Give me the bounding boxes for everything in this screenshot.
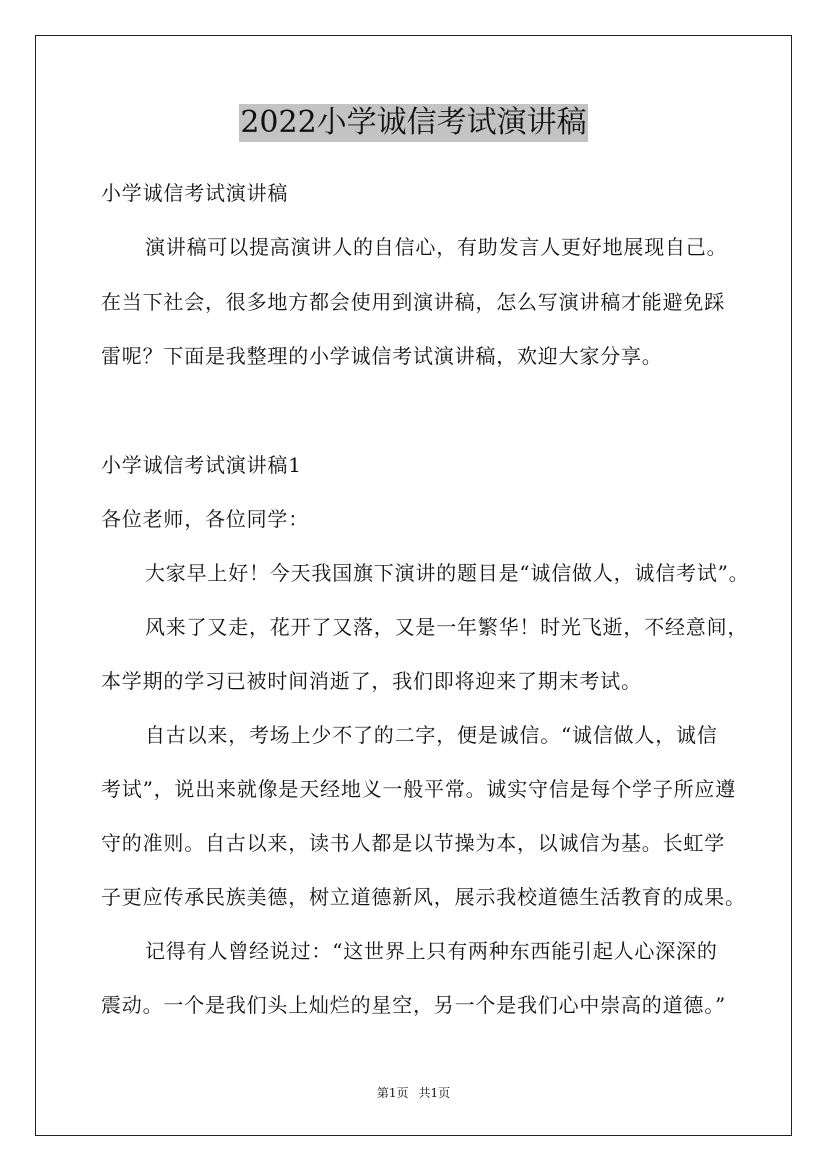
paragraph-line: 雷呢？下面是我整理的小学诚信考试演讲稿，欢迎大家分享。 — [101, 344, 663, 368]
paragraph-line: 自古以来，考场上少不了的二字，便是诚信。“诚信做人，诚信 — [145, 723, 718, 747]
paragraph-line: 演讲稿可以提高演讲人的自信心，有助发言人更好地展现自己。 — [145, 235, 728, 259]
paragraph-line: 守的准则。自古以来，读书人都是以节操为本，以诚信为基。长虹学 — [101, 831, 725, 855]
paragraph-line: 风来了又走，花开了又落，又是一年繁华！时光飞逝，不经意间， — [145, 615, 749, 639]
paragraph-line: 震动。一个是我们头上灿烂的星空，另一个是我们心中崇高的道德。” — [101, 993, 727, 1017]
paragraph-line: 大家早上好！今天我国旗下演讲的题目是“诚信做人，诚信考试”。 — [145, 561, 750, 585]
paragraph-line: 考试”，说出来就像是天经地义一般平常。诚实守信是每个学子所应遵 — [101, 777, 737, 801]
page-number: 第1页 — [376, 1086, 409, 1100]
paragraph-line: 子更应传承民族美德，树立道德新风，展示我校道德生活教育的成果。 — [101, 885, 746, 909]
paragraph-line: 记得有人曾经说过：“这世界上只有两种东西能引起人心深深的 — [145, 939, 718, 963]
page-total: 共1页 — [418, 1086, 451, 1100]
subtitle-line: 小学诚信考试演讲稿 — [101, 181, 289, 205]
paragraph-line: 本学期的学习已被时间消逝了，我们即将迎来了期末考试。 — [101, 669, 642, 693]
page-footer — [0, 1085, 827, 1101]
section-heading: 小学诚信考试演讲稿1 — [101, 453, 302, 477]
title-container — [0, 104, 827, 142]
document-title: 2022小学诚信考试演讲稿 — [240, 105, 587, 140]
paragraph-line: 在当下社会，很多地方都会使用到演讲稿，怎么写演讲稿才能避免踩 — [101, 290, 725, 314]
salutation-line: 各位老师，各位同学： — [101, 507, 309, 531]
